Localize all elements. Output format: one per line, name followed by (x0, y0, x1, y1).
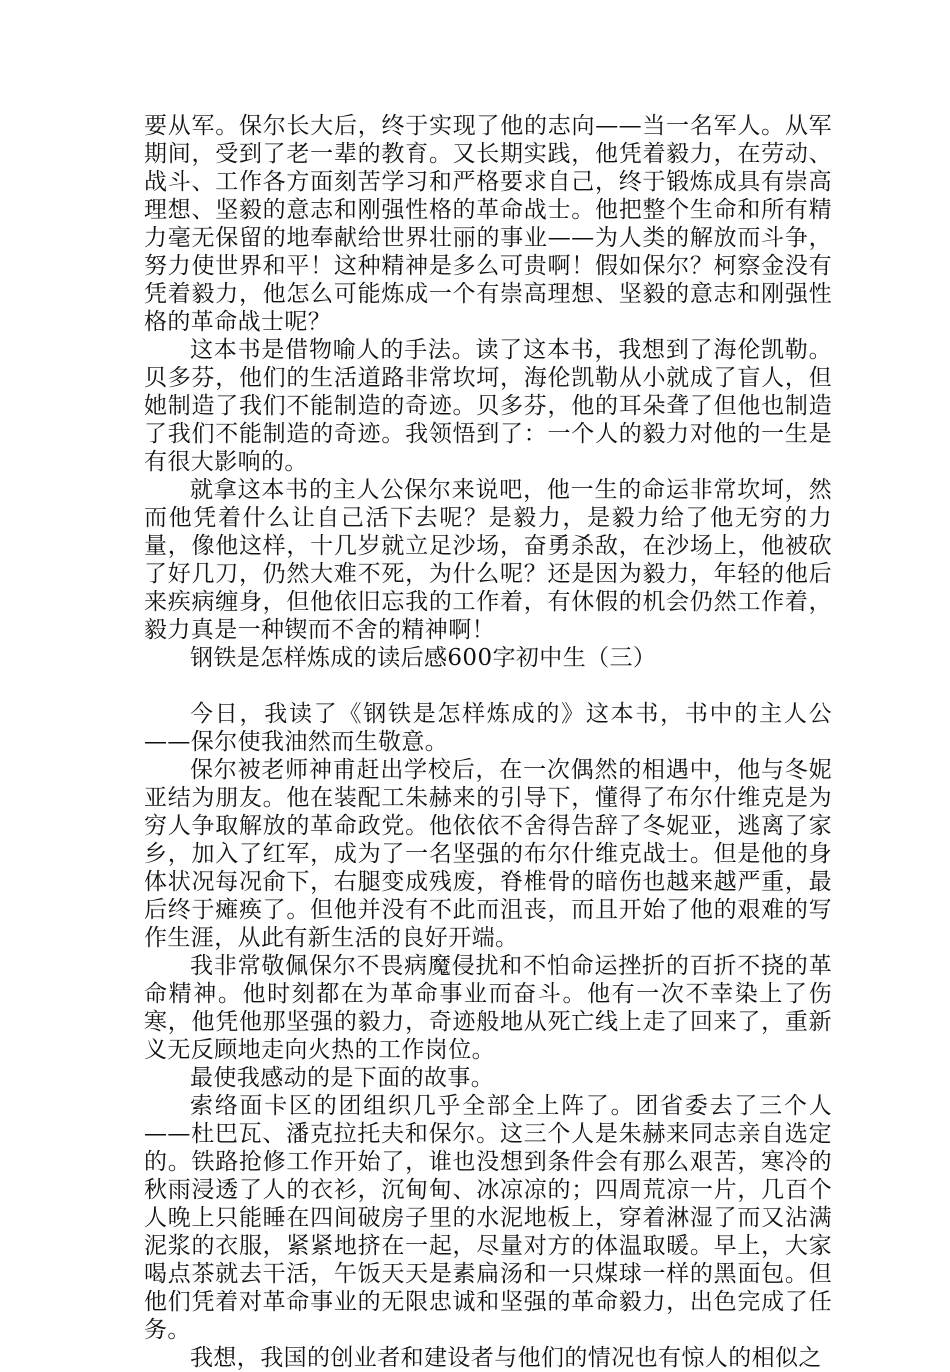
paragraph-4: 今日，我读了《钢铁是怎样炼成的》这本书，书中的主人公——保尔使我油然而生敬意。 (144, 701, 832, 755)
paragraph-9: 我想，我国的创业者和建设者与他们的情况也有惊人的相似之 (190, 1345, 822, 1371)
paragraph-6: 我非常敬佩保尔不畏病魔侵扰和不怕命运挫折的百折不挠的革命精神。他时刻都在为革命事业而奋斗。他有一次不幸染上了伤寒，他凭他那坚强的毅力，奇迹般地从死亡线上走了回来了，重新义无反顾地走向火热的工作岗位。 (144, 953, 832, 1063)
paragraph-5: 保尔被老师神甫赶出学校后，在一次偶然的相遇中，他与冬妮亚结为朋友。他在装配工朱赫来的引导下，懂得了布尔什维克是为穷人争取解放的革命政党。他依依不舍得告辞了冬妮亚，逃离了家乡，加入了红军，成为了一名坚强的布尔什维克战士。但是他的身体状况每况俞下，右腿变成残废，脊椎骨的暗伤也越来越严重，最后终于瘫痪了。但他并没有不此而沮丧，而且开始了他的艰难的写作生涯，从此有新生活的良好开端。 (144, 757, 832, 951)
blank-line (144, 672, 832, 700)
paragraph-3: 就拿这本书的主人公保尔来说吧，他一生的命运非常坎坷，然而他凭着什么让自己活下去呢？是毅力，是毅力给了他无穷的力量，像他这样，十几岁就立足沙场，奋勇杀敌，在沙场上，他被砍了好几刀，仍然大难不死，为什么呢？还是因为毅力，年轻的他后来疾病缠身，但他依旧忘我的工作着，有休假的机会仍然工作着，毅力真是一种锲而不舍的精神啊！ (144, 477, 832, 643)
paragraph-2: 这本书是借物喻人的手法。读了这本书，我想到了海伦凯勒。贝多芬，他们的生活道路非常坎坷，海伦凯勒从小就成了盲人，但她制造了我们不能制造的奇迹。贝多芬，他的耳朵聋了但他也制造了我们不能制造的奇迹。我领悟到了：一个人的毅力对他的一生是有很大影响的。 (144, 337, 832, 475)
section-heading: 钢铁是怎样炼成的读后感600字初中生（三） (190, 645, 657, 671)
document-body (144, 112, 832, 1372)
paragraph-1: 要从军。保尔长大后，终于实现了他的志向——当一名军人。从军期间，受到了老一辈的教育。又长期实践，他凭着毅力，在劳动、战斗、工作各方面刻苦学习和严格要求自己，终于锻炼成具有崇高理想、坚毅的意志和刚强性格的革命战士。他把整个生命和所有精力毫无保留的地奉献给世界壮丽的事业——为人类的解放而斗争，努力使世界和平！这种精神是多么可贵啊！假如保尔？柯察金没有凭着毅力，他怎么可能炼成一个有崇高理想、坚毅的意志和刚强性格的革命战士呢？ (144, 113, 832, 335)
paragraph-7: 最使我感动的是下面的故事。 (190, 1065, 495, 1091)
paragraph-8: 索络面卡区的团组织几乎全部全上阵了。团省委去了三个人——杜巴瓦、潘克拉托夫和保尔。这三个人是朱赫来同志亲自选定的。铁路抢修工作开始了，谁也没想到条件会有那么艰苦，寒冷的秋雨浸透了人的衣衫，沉甸甸、冰凉凉的；四周荒凉一片，几百个人晚上只能睡在四间破房子里的水泥地板上，穿着淋湿了而又沾满泥浆的衣服，紧紧地挤在一起，尽量对方的体温取暖。早上，大家喝点茶就去干活，午饭天天是素扁汤和一只煤球一样的黑面包。但他们凭着对革命事业的无限忠诚和坚强的革命毅力，出色完成了任务。 (144, 1093, 832, 1343)
